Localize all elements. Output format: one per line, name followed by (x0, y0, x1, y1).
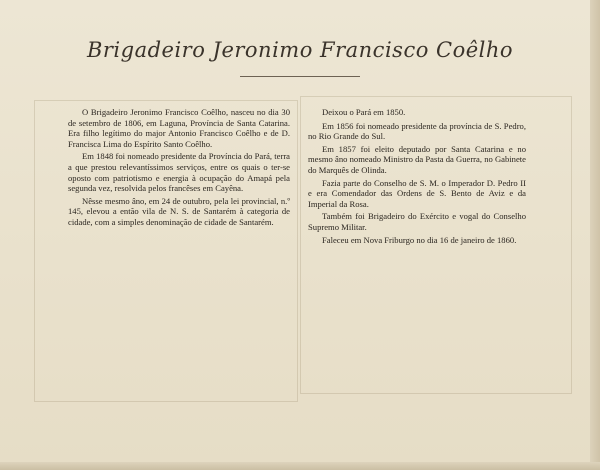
paragraph: Fazia parte do Conselho de S. M. o Imperador D. Pedro II e era Comendador das Ordens de S. Bento de Aviz e da Imperial da Rosa. (308, 177, 526, 209)
page-edge-bottom (0, 462, 600, 470)
paragraph: Faleceu em Nova Friburgo no dia 16 de janeiro de 1860. (322, 234, 517, 245)
paragraph: Também foi Brigadeiro do Exército e vogal do Conselho Supremo Militar. (308, 211, 526, 232)
right-column (308, 107, 526, 247)
paragraph: Em 1856 foi nomeado presidente da província de S. Pedro, no Rio Grande do Sul. (308, 120, 526, 142)
document-title: Brigadeiro Jeronimo Francisco Coêlho (86, 38, 514, 62)
page-edge-right (590, 0, 600, 470)
left-column (68, 107, 290, 230)
paragraph: Deixou o Pará em 1850. (322, 107, 406, 117)
paragraph: Nêsse mesmo âno, em 24 de outubro, pela lei provincial, n.º 145, elevou a então vila de N. S. de Santarém à categoria de cidade, com a simples denominação de cidade de Santarém. (68, 195, 290, 227)
title-divider (240, 76, 360, 77)
paragraph: Em 1857 foi eleito deputado por Santa Catarina e no mesmo âno nomeado Ministro da Pasta da Guerra, no Gabinete do Marquês de Olinda. (308, 143, 526, 175)
paragraph: Em 1848 foi nomeado presidente da Província do Pará, terra a que prestou relevantíssimos serviços, entre os quais o ter-se oposto com patriotismo e energia à ocupação do Amapá pela segunda vez, resolvida pelos francêses em Cayêna. (68, 151, 290, 194)
paragraph: O Brigadeiro Jeronimo Francisco Coêlho, nasceu no dia 30 de setembro de 1806, em Laguna, Província de Santa Catarina. Era filho legítimo do major Antonio Francisco Coêlho e de D. Francisca Lima do Espírito Santo Coêlho. (68, 107, 290, 149)
